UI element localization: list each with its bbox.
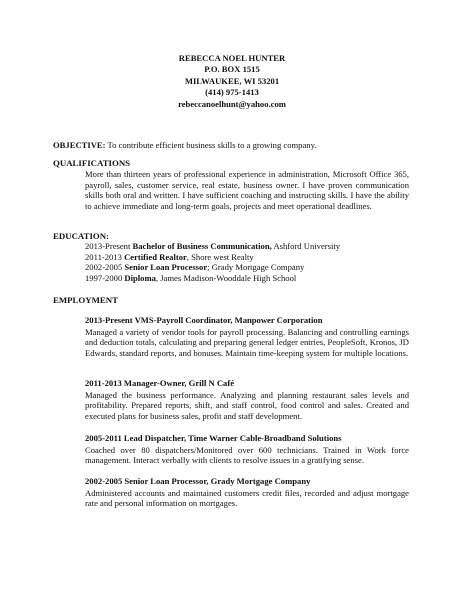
education-detail: , James Madison-Wooddale High School [155, 272, 297, 283]
education-title: Senior Loan Processor [124, 262, 208, 273]
education-title: Bachelor of Business Communication, [132, 241, 272, 251]
education-years: 2013-Present [85, 241, 133, 251]
qualifications-text: More than thirteen years of professional experience in administration, Microsoft Office 365, payroll, sales, customer service, real estate, business owner. I have proven communication skills both oral and written. I have sufficient coaching and instructing skills. I have the ability to achieve immediate and long-term goals, projects and meet operational deadlines. [85, 169, 409, 211]
education-item [85, 252, 425, 263]
education-detail: , Shore west Realty [186, 251, 254, 262]
qualifications-heading: QUALIFICATIONS [53, 158, 131, 168]
email-address: rebeccanoelhunt@yahoo.com [178, 98, 286, 109]
job-entry [85, 433, 409, 466]
job-title: 2005-2011 Lead Dispatcher, Time Warner Cable-Broadband Solutions [85, 433, 342, 443]
education-heading: EDUCATION: [53, 231, 110, 241]
job-description: Coached over 80 dispatchers/Monitored over 600 technicians. Trained in Work force management. Interact verbally with clients to resolve issues in a gratifying sense. [85, 444, 409, 466]
objective-section [53, 140, 433, 151]
education-title: Diploma [124, 272, 156, 283]
education-item [85, 241, 425, 252]
employment-heading: EMPLOYMENT [53, 295, 118, 305]
job-entry [85, 378, 409, 421]
contact-header [0, 53, 464, 110]
education-item [85, 262, 425, 273]
objective-text: To contribute efficient business skills to a growing company. [105, 140, 317, 150]
applicant-name: REBECCA NOEL HUNTER [178, 53, 286, 63]
education-years: 2011-2013 [85, 251, 125, 262]
education-detail: ; Grady Mortgage Company [207, 262, 305, 273]
education-item [85, 273, 425, 284]
education-title: Certified Realtor [124, 251, 187, 262]
education-years: 2002-2005 [85, 262, 125, 273]
job-title: 2013-Present VMS-Payroll Coordinator, Manpower Corporation [85, 315, 323, 325]
job-description: Managed the business performance. Analyzing and planning restaurant sales levels and profitability. Prepared reports, shift, and staff control, food control and sales. Created and executed plans for business sales, profit and staff development. [85, 389, 409, 421]
job-description: Managed a variety of vendor tools for payroll processing. Balancing and controlling earnings and deduction totals, calculating and preparing general ledger entries, PeopleSoft, Kronos, JD Edwards, standard reports, and bonuses. Maintain time-keeping system for multiple locations. [85, 326, 409, 358]
objective-label: OBJECTIVE: [53, 140, 106, 150]
job-entry [85, 315, 409, 358]
job-entry [85, 476, 409, 509]
job-title: 2002-2005 Senior Loan Processor, Grady Mortgage Company [85, 476, 311, 486]
city-state-zip: MILWAUKEE, WI 53201 [184, 75, 280, 86]
phone-number: (414) 975-1413 [205, 87, 259, 98]
job-description: Administered accounts and maintained customers credit files, recorded and adjust mortgage rate and personal information on mortgages. [85, 487, 409, 509]
education-detail: Ashford University [271, 241, 341, 251]
education-list [85, 241, 425, 283]
po-box: P.O. BOX 1515 [204, 64, 260, 75]
education-years: 1997-2000 [85, 272, 125, 283]
job-title: 2011-2013 Manager-Owner, Grill N Café [85, 378, 235, 388]
